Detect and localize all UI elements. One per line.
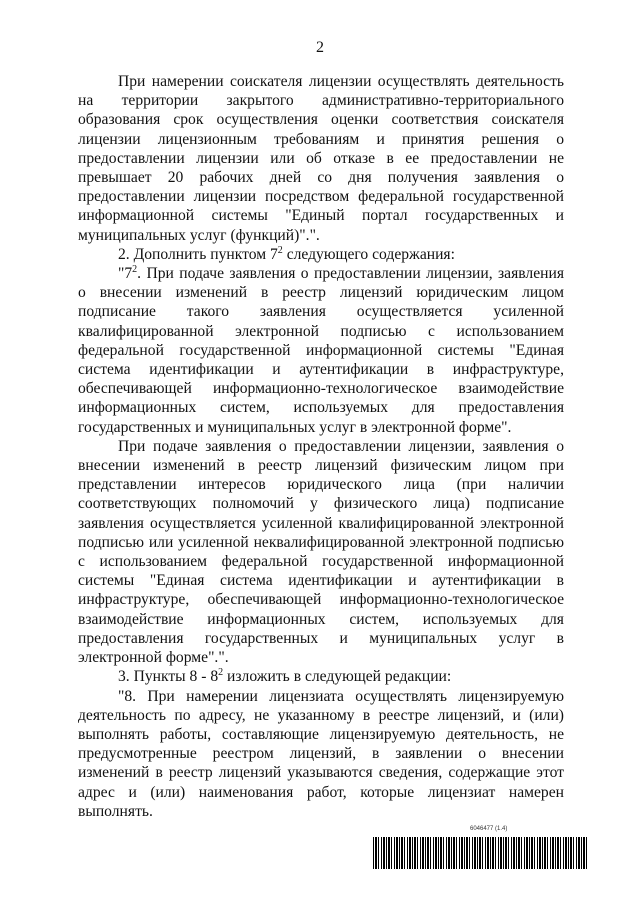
amendment-2-text-tail: следующего содержания: (282, 245, 455, 263)
page-number: 2 (316, 39, 324, 56)
amendment-3-text: 3. Пункты 8 - 8 (118, 668, 219, 686)
paragraph-zato-term: При намерении соискателя лицензии осуществлять деятельность на территории закрытого административно-территориального образования срок осуществления оценки соответствия соискателя лицензии лицензионным требованиям и принятия решения о предоставлении лицензии или об отказе в ее предоставлении не превышает 20 рабочих дней со дня получения заявления о предоставлении лицензии посредством федеральной государственной информационной системы "Единый портал государственных и муниципальных услуг (функций)".". (78, 73, 564, 244)
point-7-2-open: "7 (118, 265, 133, 283)
point-7-2-text: . При подаче заявления о предоставлении лицензии, заявления о внесении изменений в реестр лицензий юридическим лицом подписание такого заявления осуществляется усиленной квалифицированной электронной подписью с использованием федеральной государственной информационной системы "Единая система идентификации и аутентификации в инфраструктуре, обеспечивающей информационно-технологическое взаимодействие информационных систем, используемых для предоставления государственных и муниципальных услуг в электронной форме". (78, 265, 564, 436)
barcode-icon (373, 837, 589, 869)
document-body (78, 72, 564, 821)
paragraph-physical-person: При подаче заявления о предоставлении лицензии, заявления о внесении изменений в реестр лицензий физическим лицом при представлении интересов юридического лица (при наличии соответствующих полномочий у физического лица) подписание заявления осуществляется усиленной квалифицированной электронной подписью или усиленной неквалифицированной электронной подписью с использованием федеральной государственной информационной системы "Единая система идентификации и аутентификации в инфраструктуре, обеспечивающей информационно-технологическое взаимодействие информационных систем, используемых для предоставления государственных и муниципальных услуг в электронной форме".". (78, 437, 564, 667)
paragraph-amendment-2 (78, 245, 564, 264)
document-code: 6046477 (1.4) (470, 826, 508, 832)
paragraph-amendment-3 (78, 667, 564, 686)
amendment-3-superscript: 2 (218, 667, 224, 679)
amendment-3-text-tail: изложить в следующей редакции: (223, 668, 452, 686)
point-7-2-superscript: 2 (132, 263, 138, 275)
amendment-2-superscript: 2 (277, 244, 283, 256)
paragraph-point-8: "8. При намерении лицензиата осуществлять лицензируемую деятельность по адресу, не указанному в реестре лицензий, и (или) выполнять работы, составляющие лицензируемую деятельность, не предусмотренные реестром лицензий, в заявлении о внесении изменений в реестр лицензий указываются сведения, содержащие этот адрес и (или) наименования работ, которые лицензиат намерен выполнять. (78, 687, 564, 820)
paragraph-point-7-2 (78, 264, 564, 437)
amendment-2-text: 2. Дополнить пунктом 7 (118, 245, 278, 263)
